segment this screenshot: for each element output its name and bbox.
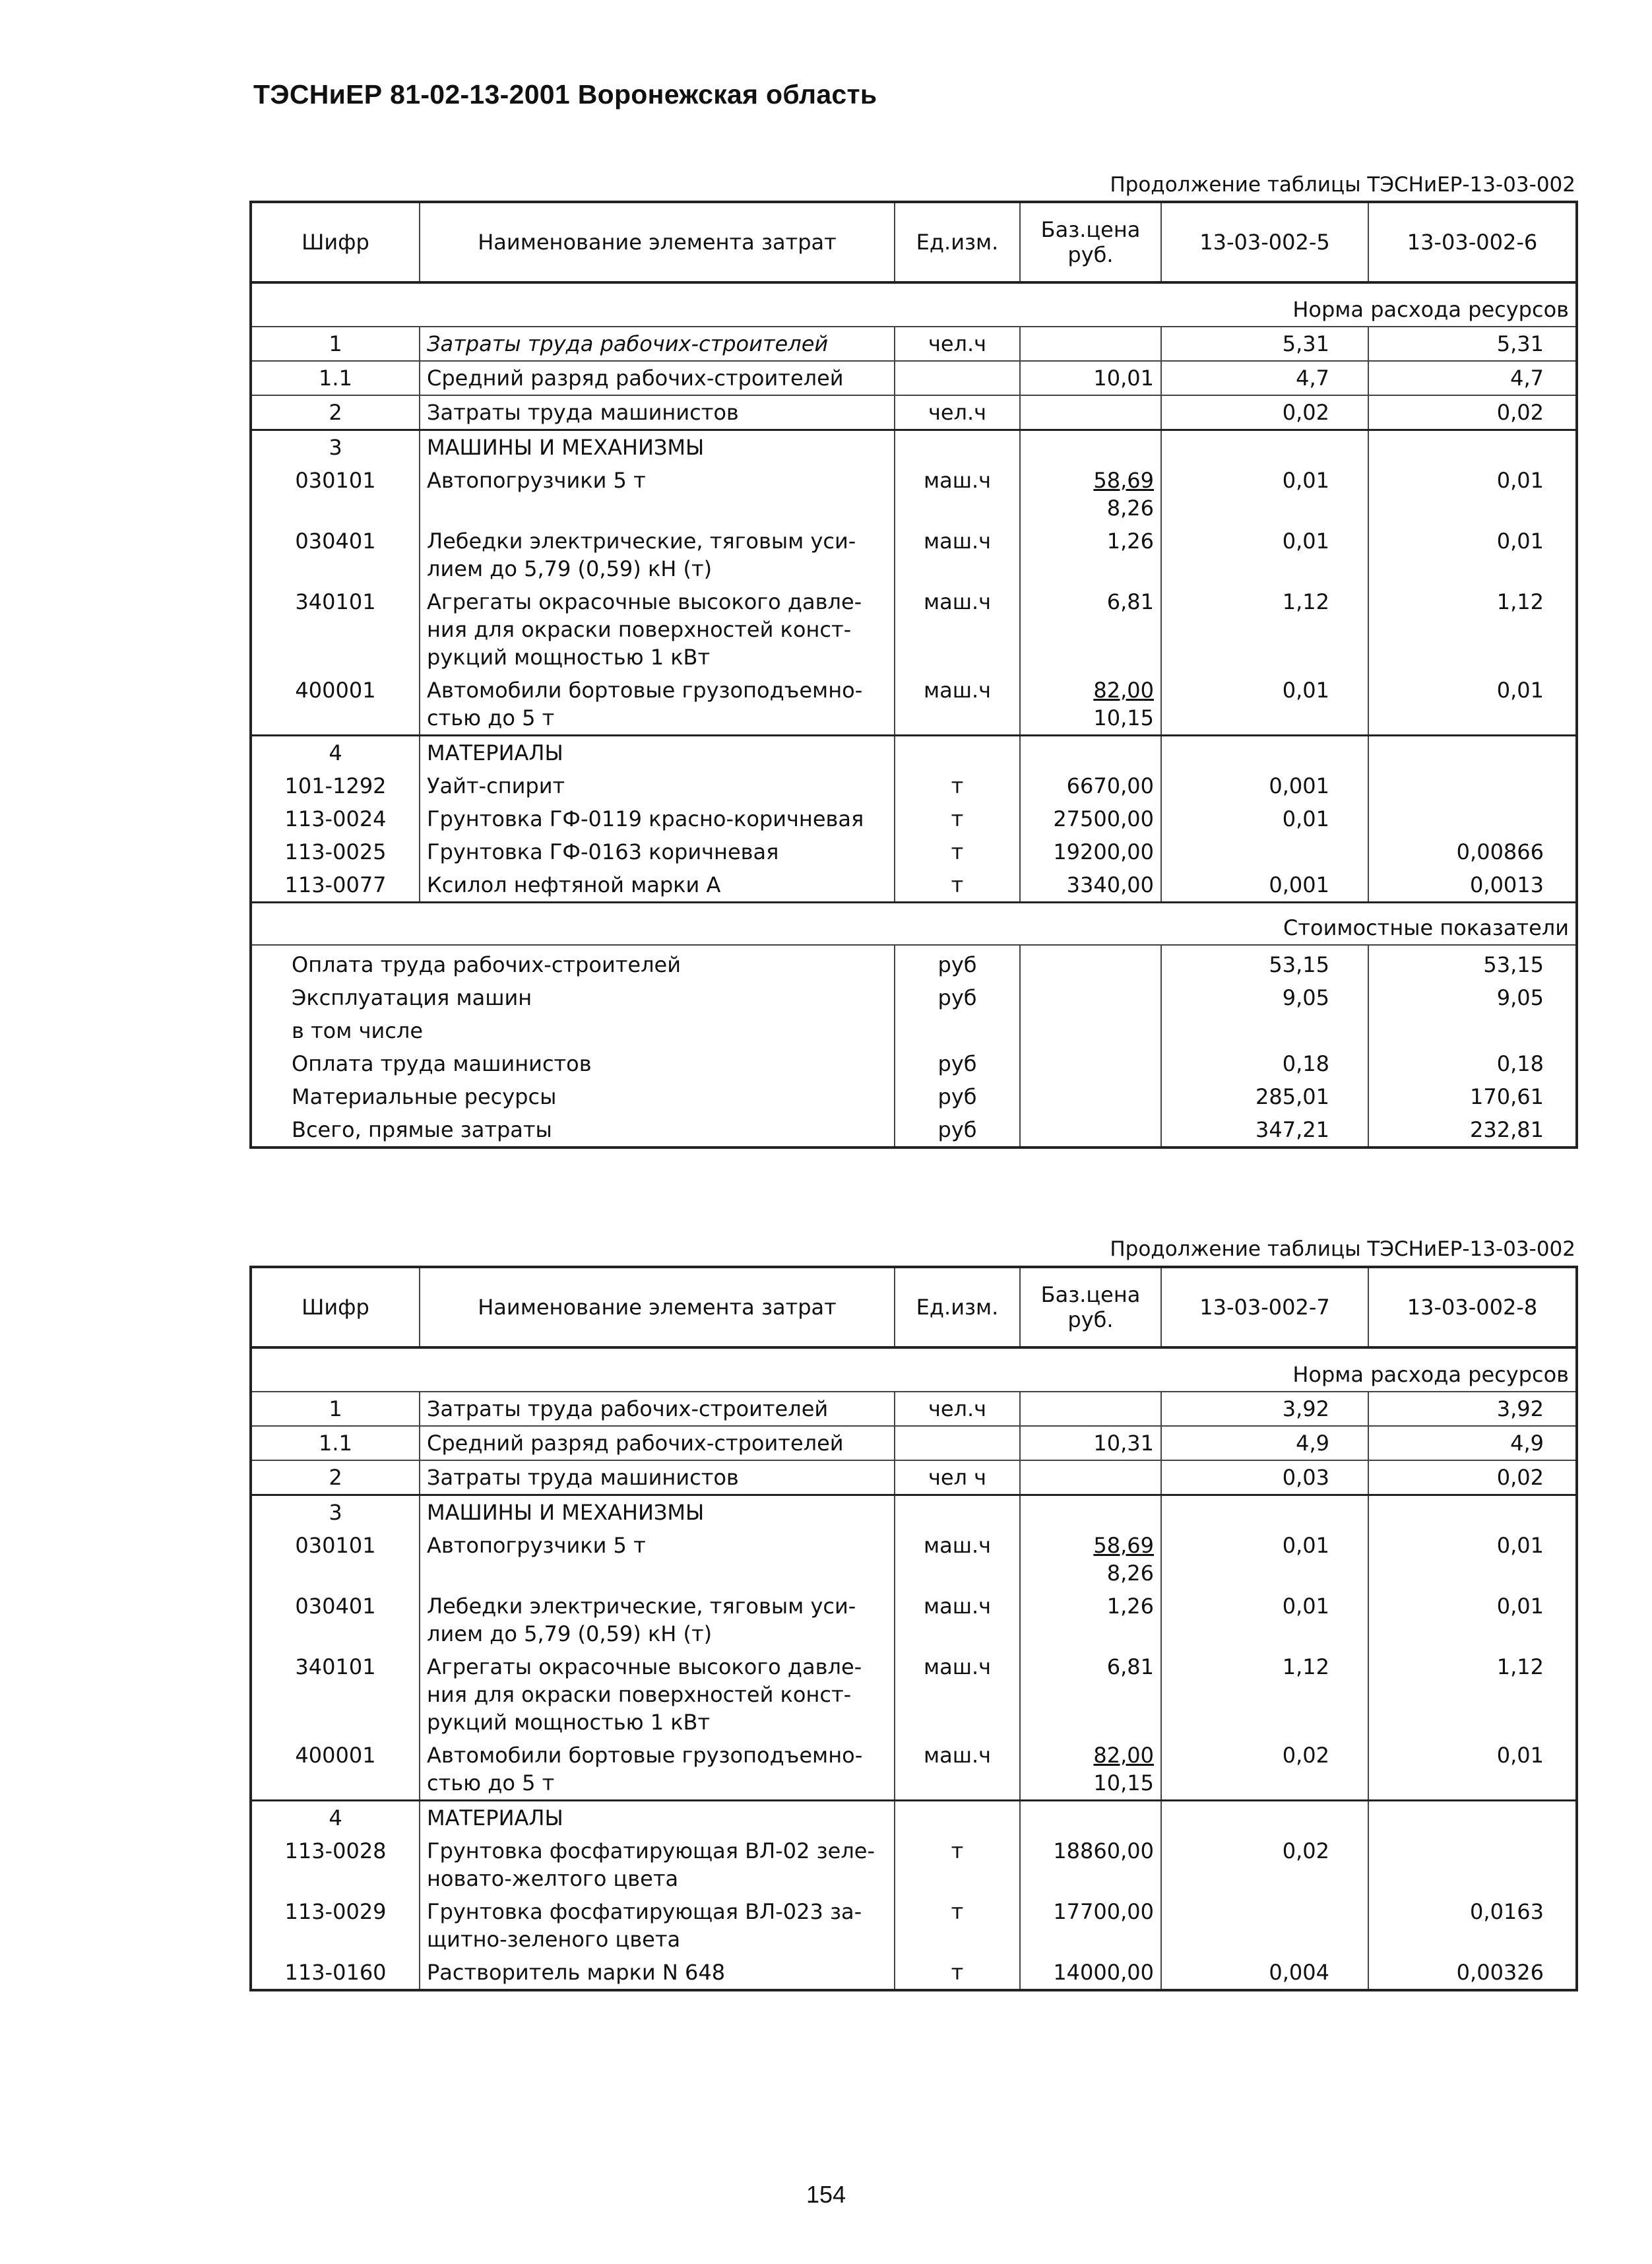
empty-cell xyxy=(1161,1495,1368,1530)
header-col-1: 13-03-002-7 xyxy=(1161,1267,1368,1347)
row-value-2: 0,01 xyxy=(1368,674,1577,736)
header-col-2: 13-03-002-6 xyxy=(1368,202,1577,282)
base-price: 82,00 xyxy=(1093,1743,1154,1768)
empty-cell xyxy=(895,1801,1020,1835)
row-unit: маш.ч xyxy=(895,525,1020,585)
header-code: Шифр xyxy=(251,202,420,282)
empty-cell xyxy=(1368,1495,1577,1530)
row-value-1: 0,03 xyxy=(1161,1460,1368,1495)
empty-cell xyxy=(1020,430,1161,465)
operator-wage: 8,26 xyxy=(1106,1561,1154,1586)
row-value-2: 4,7 xyxy=(1368,361,1577,395)
table-row xyxy=(251,1426,1577,1460)
row-value-2: 0,02 xyxy=(1368,1460,1577,1495)
row-code: 340101 xyxy=(295,589,376,614)
page-number: 154 xyxy=(806,2181,846,2208)
row-price xyxy=(1020,769,1161,802)
row-code: 340101 xyxy=(295,1654,376,1679)
row-name: Автопогрузчики 5 т xyxy=(420,464,895,525)
header-price: Баз.цена руб. xyxy=(1020,202,1161,282)
row-price xyxy=(1020,464,1161,525)
base-price: 82,00 xyxy=(1093,678,1154,703)
row-name: Ксилол нефтяной марки А xyxy=(420,868,895,903)
cost-value-1: 347,21 xyxy=(1161,1113,1368,1148)
section-title: МАТЕРИАЛЫ xyxy=(420,1801,895,1835)
cost-value-1: 53,15 xyxy=(1161,945,1368,981)
empty-cell xyxy=(1020,945,1161,981)
section-title: МАШИНЫ И МЕХАНИЗМЫ xyxy=(420,1495,895,1530)
cost-label: Материальные ресурсы xyxy=(292,1084,557,1109)
row-code: 101-1292 xyxy=(284,773,387,798)
cost-value-1: 285,01 xyxy=(1161,1080,1368,1113)
row-unit: маш.ч xyxy=(895,585,1020,674)
row-value-1: 4,9 xyxy=(1161,1426,1368,1460)
cost-block xyxy=(251,903,1577,1148)
table-row xyxy=(251,525,1577,585)
norm-label: Норма расхода ресурсов xyxy=(251,1347,1577,1392)
row-code: 113-0160 xyxy=(284,1960,387,1985)
row-name: Затраты труда рабочих-строителей xyxy=(420,327,895,361)
row-unit: т xyxy=(895,1956,1020,1990)
table-header-row xyxy=(251,202,1577,282)
empty-cell xyxy=(1020,1014,1161,1047)
row-name: Уайт-спирит xyxy=(420,769,895,802)
table-row xyxy=(251,674,1577,736)
row-value-2 xyxy=(1368,1834,1577,1895)
row-name: Автомобили бортовые грузоподъемно-стью до 5 т xyxy=(420,674,895,736)
cost-value-1 xyxy=(1161,1014,1368,1047)
row-unit xyxy=(895,361,1020,395)
row-value-2: 0,02 xyxy=(1368,395,1577,430)
row-unit: т xyxy=(895,868,1020,903)
cost-value-1: 9,05 xyxy=(1161,981,1368,1014)
cost-label: Стоимостные показатели xyxy=(251,903,1577,946)
row-name: Грунтовка ГФ-0119 красно-коричневая xyxy=(420,802,895,835)
table-row xyxy=(251,1590,1577,1650)
norm-label-row xyxy=(251,1347,1577,1392)
row-price xyxy=(1020,1739,1161,1801)
row-value-2: 0,01 xyxy=(1368,1529,1577,1590)
cost-label: Оплата труда рабочих-строителей xyxy=(292,952,681,977)
resource-table-2 xyxy=(249,1266,1578,1991)
row-price xyxy=(1020,1834,1161,1895)
row-value-1: 0,01 xyxy=(1161,1590,1368,1650)
table-row xyxy=(251,327,1577,361)
operator-wage: 10,15 xyxy=(1093,705,1154,730)
cost-label: в том числе xyxy=(292,1018,423,1043)
row-unit: т xyxy=(895,802,1020,835)
row-price xyxy=(1020,1590,1161,1650)
row-code: 113-0028 xyxy=(284,1838,387,1863)
base-price: 6670,00 xyxy=(1066,773,1154,798)
cost-row xyxy=(251,1047,1577,1080)
row-value-2: 0,01 xyxy=(1368,1739,1577,1801)
row-name: Лебедки электрические, тяговым уси-лием до 5,79 (0,59) кН (т) xyxy=(420,1590,895,1650)
row-value-2: 0,01 xyxy=(1368,1590,1577,1650)
row-price xyxy=(1020,327,1161,361)
header-code: Шифр xyxy=(251,1267,420,1347)
table-row xyxy=(251,769,1577,802)
table-row xyxy=(251,1739,1577,1801)
row-code: 113-0029 xyxy=(284,1899,387,1924)
row-value-2 xyxy=(1368,769,1577,802)
row-value-1: 0,01 xyxy=(1161,525,1368,585)
row-code: 400001 xyxy=(295,1743,376,1768)
cost-row xyxy=(251,1113,1577,1148)
section-title: МАТЕРИАЛЫ xyxy=(420,736,895,770)
cost-unit xyxy=(895,1014,1020,1047)
row-value-1: 1,12 xyxy=(1161,1650,1368,1739)
resource-table-1 xyxy=(249,201,1578,1149)
row-value-2: 0,0013 xyxy=(1368,868,1577,903)
row-value-1: 3,92 xyxy=(1161,1392,1368,1426)
row-code: 113-0024 xyxy=(284,806,387,831)
row-value-1: 5,31 xyxy=(1161,327,1368,361)
base-price: 17700,00 xyxy=(1053,1899,1154,1924)
empty-cell xyxy=(1368,1801,1577,1835)
cost-unit: руб xyxy=(895,1047,1020,1080)
header-price: Баз.цена руб. xyxy=(1020,1267,1161,1347)
row-name: Затраты труда машинистов xyxy=(420,1460,895,1495)
table-row xyxy=(251,464,1577,525)
table-caption: Продолжение таблицы ТЭСНиЕР-13-03-002 xyxy=(1110,1237,1575,1261)
cost-label: Всего, прямые затраты xyxy=(292,1117,552,1142)
cost-row xyxy=(251,1080,1577,1113)
base-price: 19200,00 xyxy=(1053,839,1154,864)
row-name: Грунтовка фосфатирующая ВЛ-02 зеле-новато-желтого цвета xyxy=(420,1834,895,1895)
operator-wage: 10,15 xyxy=(1093,1770,1154,1795)
base-price: 10,01 xyxy=(1093,366,1154,391)
row-code: 030401 xyxy=(295,1594,376,1619)
empty-cell xyxy=(1020,981,1161,1014)
base-price: 27500,00 xyxy=(1053,806,1154,831)
row-code: 030401 xyxy=(295,529,376,554)
cost-row xyxy=(251,981,1577,1014)
section-row xyxy=(251,430,1577,465)
section-code: 4 xyxy=(251,736,420,770)
row-name: Средний разряд рабочих-строителей xyxy=(420,1426,895,1460)
section-code: 3 xyxy=(251,1495,420,1530)
row-code: 113-0077 xyxy=(284,872,387,897)
row-unit: маш.ч xyxy=(895,1650,1020,1739)
empty-cell xyxy=(1020,1801,1161,1835)
cost-label: Эксплуатация машин xyxy=(292,985,532,1010)
table-row xyxy=(251,361,1577,395)
row-value-2 xyxy=(1368,802,1577,835)
cost-value-2: 232,81 xyxy=(1368,1113,1577,1148)
row-name: Затраты труда машинистов xyxy=(420,395,895,430)
row-value-2: 3,92 xyxy=(1368,1392,1577,1426)
row-price xyxy=(1020,585,1161,674)
table-row xyxy=(251,585,1577,674)
document-title: ТЭСНиЕР 81-02-13-2001 Воронежская область xyxy=(253,79,877,110)
row-price xyxy=(1020,1426,1161,1460)
header-name: Наименование элемента затрат xyxy=(420,202,895,282)
row-value-2: 1,12 xyxy=(1368,585,1577,674)
empty-cell xyxy=(1020,1113,1161,1148)
operator-wage: 8,26 xyxy=(1106,496,1154,521)
row-name: Автопогрузчики 5 т xyxy=(420,1529,895,1590)
row-unit: т xyxy=(895,769,1020,802)
row-price xyxy=(1020,1392,1161,1426)
row-value-1: 0,02 xyxy=(1161,1739,1368,1801)
empty-cell xyxy=(1020,736,1161,770)
row-name: Автомобили бортовые грузоподъемно-стью до 5 т xyxy=(420,1739,895,1801)
empty-cell xyxy=(1020,1495,1161,1530)
cost-unit: руб xyxy=(895,981,1020,1014)
row-value-1: 0,01 xyxy=(1161,464,1368,525)
row-name: Средний разряд рабочих-строителей xyxy=(420,361,895,395)
cost-row xyxy=(251,1014,1577,1047)
row-price xyxy=(1020,1460,1161,1495)
table-caption: Продолжение таблицы ТЭСНиЕР-13-03-002 xyxy=(1110,173,1575,197)
row-value-1: 0,01 xyxy=(1161,674,1368,736)
row-value-1: 0,01 xyxy=(1161,802,1368,835)
table-row xyxy=(251,802,1577,835)
cost-unit: руб xyxy=(895,1113,1020,1148)
row-price xyxy=(1020,674,1161,736)
row-value-1: 0,02 xyxy=(1161,395,1368,430)
base-price: 6,81 xyxy=(1106,589,1154,614)
row-price xyxy=(1020,868,1161,903)
base-price: 1,26 xyxy=(1106,1594,1154,1619)
table-row xyxy=(251,1392,1577,1426)
row-code: 2 xyxy=(251,395,420,430)
row-price xyxy=(1020,835,1161,868)
empty-cell xyxy=(1161,430,1368,465)
empty-cell xyxy=(895,430,1020,465)
table-row xyxy=(251,868,1577,903)
row-unit: т xyxy=(895,1895,1020,1956)
cost-label: Оплата труда машинистов xyxy=(292,1051,592,1076)
row-value-2: 0,00866 xyxy=(1368,835,1577,868)
row-value-1 xyxy=(1161,835,1368,868)
row-price xyxy=(1020,525,1161,585)
row-unit: чел.ч xyxy=(895,395,1020,430)
row-value-1: 4,7 xyxy=(1161,361,1368,395)
row-value-1: 0,001 xyxy=(1161,868,1368,903)
row-price xyxy=(1020,361,1161,395)
row-unit: т xyxy=(895,1834,1020,1895)
base-price: 14000,00 xyxy=(1053,1960,1154,1985)
row-code: 113-0025 xyxy=(284,839,387,864)
row-unit: чел.ч xyxy=(895,327,1020,361)
row-unit: маш.ч xyxy=(895,674,1020,736)
empty-cell xyxy=(1161,1801,1368,1835)
empty-cell xyxy=(1368,430,1577,465)
base-price: 58,69 xyxy=(1093,1533,1154,1558)
row-price xyxy=(1020,1895,1161,1956)
empty-cell xyxy=(1020,1080,1161,1113)
row-code: 1.1 xyxy=(251,1426,420,1460)
empty-cell xyxy=(1161,736,1368,770)
row-unit: т xyxy=(895,835,1020,868)
empty-cell xyxy=(895,1495,1020,1530)
norm-label-row xyxy=(251,282,1577,327)
cost-value-2: 9,05 xyxy=(1368,981,1577,1014)
row-code: 400001 xyxy=(295,678,376,703)
table-row xyxy=(251,1834,1577,1895)
header-unit: Ед.изм. xyxy=(895,1267,1020,1347)
row-value-2: 4,9 xyxy=(1368,1426,1577,1460)
base-price: 18860,00 xyxy=(1053,1838,1154,1863)
table-body xyxy=(251,1347,1577,1990)
row-name: Грунтовка фосфатирующая ВЛ-023 за-щитно-зеленого цвета xyxy=(420,1895,895,1956)
row-unit: маш.ч xyxy=(895,1590,1020,1650)
row-unit: маш.ч xyxy=(895,1529,1020,1590)
table-body xyxy=(251,282,1577,903)
row-value-1: 1,12 xyxy=(1161,585,1368,674)
row-value-2: 5,31 xyxy=(1368,327,1577,361)
section-row xyxy=(251,736,1577,770)
section-code: 3 xyxy=(251,430,420,465)
row-name: Затраты труда рабочих-строителей xyxy=(420,1392,895,1426)
row-unit: чел.ч xyxy=(895,1392,1020,1426)
base-price: 1,26 xyxy=(1106,529,1154,554)
row-value-2: 0,00326 xyxy=(1368,1956,1577,1990)
row-value-2: 0,01 xyxy=(1368,464,1577,525)
table-row xyxy=(251,1460,1577,1495)
row-code: 1 xyxy=(329,331,342,356)
table-row xyxy=(251,1529,1577,1590)
row-code: 2 xyxy=(251,1460,420,1495)
table-row xyxy=(251,1895,1577,1956)
cost-value-2 xyxy=(1368,1014,1577,1047)
row-value-1: 0,02 xyxy=(1161,1834,1368,1895)
row-name: Агрегаты окрасочные высокого давле-ния для окраски поверхностей конст-рукций мощностью 1 кВт xyxy=(420,585,895,674)
row-value-2: 0,01 xyxy=(1368,525,1577,585)
norm-label: Норма расхода ресурсов xyxy=(251,282,1577,327)
cost-row xyxy=(251,945,1577,981)
row-value-1 xyxy=(1161,1895,1368,1956)
row-code: 1.1 xyxy=(251,361,420,395)
section-row xyxy=(251,1801,1577,1835)
base-price: 6,81 xyxy=(1106,1654,1154,1679)
base-price: 10,31 xyxy=(1093,1431,1154,1456)
row-value-1: 0,001 xyxy=(1161,769,1368,802)
row-value-2: 1,12 xyxy=(1368,1650,1577,1739)
cost-value-1: 0,18 xyxy=(1161,1047,1368,1080)
section-row xyxy=(251,1495,1577,1530)
table-row xyxy=(251,835,1577,868)
cost-value-2: 0,18 xyxy=(1368,1047,1577,1080)
header-unit: Ед.изм. xyxy=(895,202,1020,282)
row-code: 030101 xyxy=(295,468,376,493)
row-unit xyxy=(895,1426,1020,1460)
row-price xyxy=(1020,395,1161,430)
row-name: Агрегаты окрасочные высокого давле-ния для окраски поверхностей конст-рукций мощностью 1 кВт xyxy=(420,1650,895,1739)
row-unit: маш.ч xyxy=(895,464,1020,525)
section-code: 4 xyxy=(251,1801,420,1835)
cost-unit: руб xyxy=(895,945,1020,981)
empty-cell xyxy=(895,736,1020,770)
header-col-2: 13-03-002-8 xyxy=(1368,1267,1577,1347)
cost-value-2: 53,15 xyxy=(1368,945,1577,981)
row-name: Растворитель марки N 648 xyxy=(420,1956,895,1990)
row-name: Грунтовка ГФ-0163 коричневая xyxy=(420,835,895,868)
row-unit: маш.ч xyxy=(895,1739,1020,1801)
empty-cell xyxy=(1368,736,1577,770)
table-row xyxy=(251,395,1577,430)
row-price xyxy=(1020,1529,1161,1590)
base-price: 3340,00 xyxy=(1066,872,1154,897)
table-header-row xyxy=(251,1267,1577,1347)
table-row xyxy=(251,1650,1577,1739)
row-value-1: 0,01 xyxy=(1161,1529,1368,1590)
row-price xyxy=(1020,802,1161,835)
table-row xyxy=(251,1956,1577,1990)
row-code: 030101 xyxy=(295,1533,376,1558)
base-price: 58,69 xyxy=(1093,468,1154,493)
row-value-2: 0,0163 xyxy=(1368,1895,1577,1956)
row-price xyxy=(1020,1956,1161,1990)
row-name: Лебедки электрические, тяговым уси-лием до 5,79 (0,59) кН (т) xyxy=(420,525,895,585)
cost-unit: руб xyxy=(895,1080,1020,1113)
cost-label-row xyxy=(251,903,1577,946)
row-value-1: 0,004 xyxy=(1161,1956,1368,1990)
header-name: Наименование элемента затрат xyxy=(420,1267,895,1347)
row-unit: чел ч xyxy=(895,1460,1020,1495)
row-price xyxy=(1020,1650,1161,1739)
header-col-1: 13-03-002-5 xyxy=(1161,202,1368,282)
empty-cell xyxy=(1020,1047,1161,1080)
section-title: МАШИНЫ И МЕХАНИЗМЫ xyxy=(420,430,895,465)
cost-value-2: 170,61 xyxy=(1368,1080,1577,1113)
row-code: 1 xyxy=(329,1396,342,1421)
